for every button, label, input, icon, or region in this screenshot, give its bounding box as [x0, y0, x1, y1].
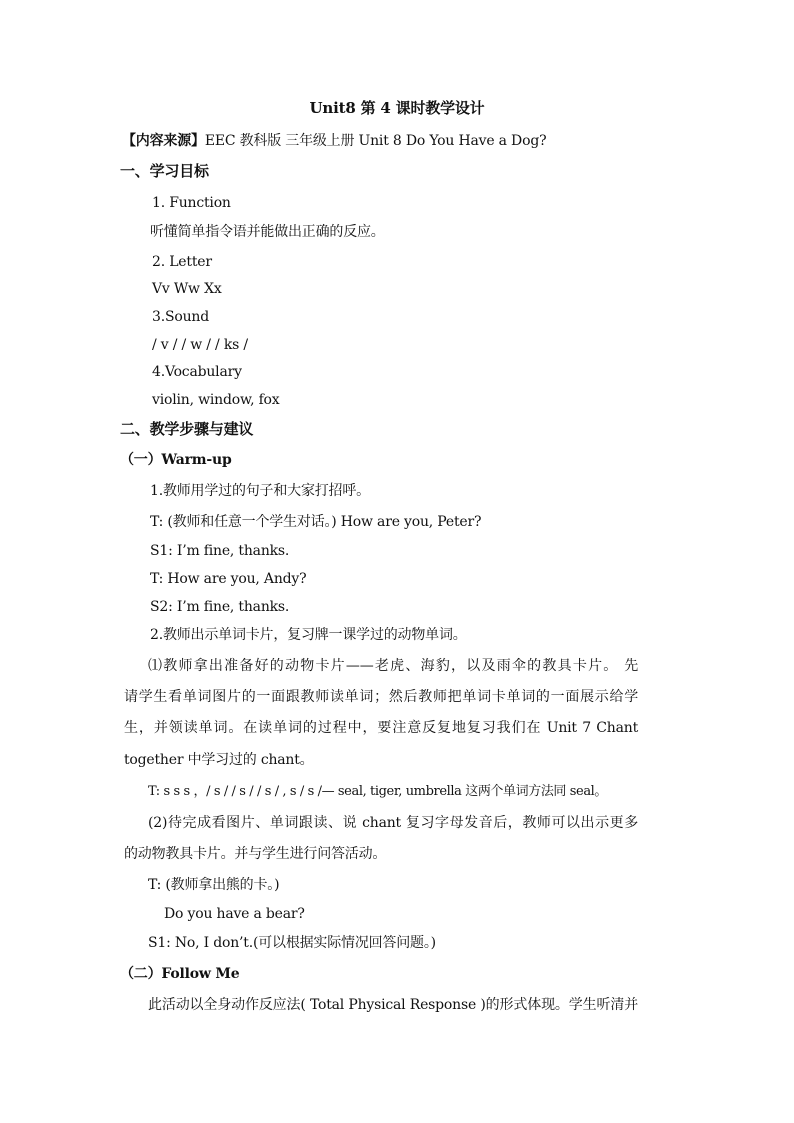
warmup-line: S1: I’m fine, thanks. — [150, 543, 290, 559]
section-heading-goals: 一、学习目标 — [120, 162, 209, 180]
warmup-line: ⑴教师拿出准备好的动物卡片——老虎、海豹，以及雨伞的教具卡片。 先 — [148, 658, 638, 674]
warmup-line: 生，并领读单词。在读单词的过程中，要注意反复地复习我们在 Unit 7 Chant — [124, 720, 638, 736]
content-source-label: 【内容来源】 — [122, 133, 205, 149]
goal-line: 2. Letter — [152, 254, 212, 270]
warmup-line: (2)待完成看图片、单词跟读、说 chant 复习字母发音后，教师可以出示更多 — [148, 815, 638, 831]
warmup-line: 2.教师出示单词卡片，复习牌一课学过的动物单词。 — [150, 627, 467, 643]
section-heading-steps: 二、教学步骤与建议 — [120, 420, 254, 438]
goal-line: 听懂简单指令语并能做出正确的反应。 — [150, 224, 385, 240]
warmup-line: S2: I’m fine, thanks. — [150, 599, 290, 615]
warmup-line: together 中学习过的 chant。 — [124, 752, 314, 768]
goal-line: violin, window, fox — [152, 392, 280, 408]
subsection-heading-warmup: （一）Warm-up — [120, 452, 232, 468]
warmup-line: S1: No, I don’t.(可以根据实际情况回答问题。) — [148, 935, 436, 951]
goal-line: 4.Vocabulary — [152, 364, 242, 380]
warmup-line: Do you have a bear? — [164, 906, 305, 922]
content-source-line — [122, 131, 546, 151]
goal-line: / v / / w / / ks / — [152, 337, 248, 353]
warmup-line: 的动物教具卡片。并与学生进行问答活动。 — [124, 846, 387, 862]
goal-line: Vv Ww Xx — [152, 281, 222, 297]
warmup-line: T: How are you, Andy? — [150, 571, 307, 587]
goal-line: 1. Function — [152, 195, 231, 211]
document-title: Unit8 第 4 课时教学设计 — [309, 99, 485, 117]
warmup-line: 1.教师用学过的句子和大家打招呼。 — [150, 483, 370, 499]
goal-line: 3.Sound — [152, 309, 209, 325]
warmup-line: T: s s s ，/ s / / s / / s / , s / s /— seal, tiger, umbrella 这两个单词方法同 seal。 — [148, 784, 608, 799]
content-source-text: EEC 教科版 三年级上册 Unit 8 Do You Have a Dog? — [204, 133, 547, 149]
warmup-line: T: (教师拿出熊的卡。) — [148, 877, 280, 893]
warmup-line: 请学生看单词图片的一面跟教师读单词；然后教师把单词卡单词的一面展示给学 — [124, 689, 638, 705]
follow-me-line: 此活动以全身动作反应法( Total Physical Response )的形式体现。学生听清并 — [148, 997, 638, 1013]
warmup-line: T: (教师和任意一个学生对话。) How are you, Peter? — [150, 514, 482, 530]
subsection-heading-follow-me: （二）Follow Me — [120, 966, 240, 982]
